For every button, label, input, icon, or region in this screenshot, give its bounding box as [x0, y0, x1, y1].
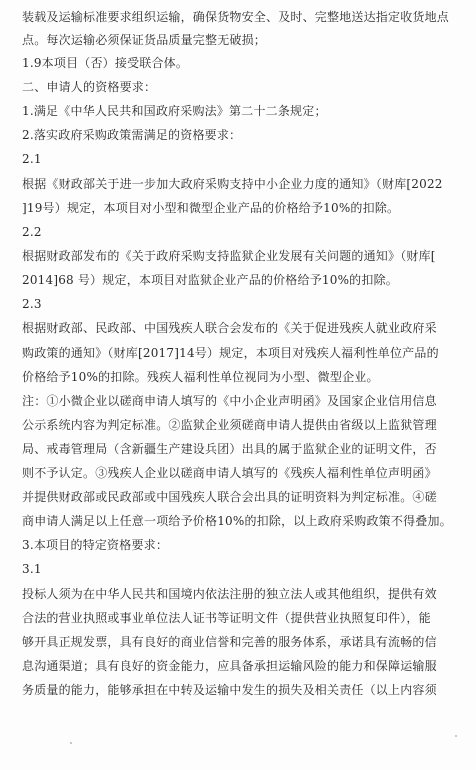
subsection-number: 2.3	[22, 297, 42, 311]
text-line: 够开具正规发票，具有良好的商业信誉和完善的服务体系，承诺具有流畅的信	[22, 635, 437, 649]
section-heading: 二、申请人的资格要求：	[22, 80, 157, 94]
scan-speck	[70, 742, 72, 744]
text-line: 投标人须为在中华人民共和国境内依法注册的独立法人或其他组织，提供有效	[22, 587, 437, 601]
text-line: 根据财政部、民政部、中国残疾人联合会发布的《关于促进残疾人就业政府采	[22, 321, 437, 335]
note-line: 则不予认定。③残疾人企业以磋商申请人填写的《残疾人福利性单位声明函》	[22, 466, 437, 480]
subsection-number: 2.1	[22, 152, 42, 166]
text-line: 1.满足《中华人民共和国政府采购法》第二十二条规定；	[22, 104, 327, 118]
text-line: 点。每次运输必须保证货品质量完整无破损；	[22, 33, 267, 47]
text-line: 根据《财政部关于进一步加大政府采购支持中小企业力度的通知》（财库[2022	[22, 177, 443, 191]
text-line: 务质量的能力，能够承担在中转及运输中发生的损失及相关责任（以上内容须	[22, 683, 437, 697]
text-line: 购政策的通知》（财库[2017]14号）规定，本项目对残疾人福利性单位产品的	[22, 346, 439, 360]
note-line: 公示系统内容为判定标准。②监狱企业须磋商申请人提供由省级以上监狱管理	[22, 418, 437, 432]
text-line: 根据财政部发布的《关于政府采购支持监狱企业发展有关问题的通知》（财库[	[22, 249, 436, 263]
subsection-number: 3.1	[22, 562, 42, 576]
section-heading: 3.本项目的特定资格要求：	[22, 538, 169, 552]
text-line: 息沟通渠道；具有良好的资金能力，应具备承担运输风险的能力和保障运输服	[22, 659, 437, 673]
text-line: 合法的营业执照或事业单位法人证书等证明文件（提供营业执照复印件），能	[22, 611, 431, 625]
text-line: 1.9本项目（否）接受联合体。	[22, 56, 189, 70]
note-line: 商申请人满足以上任意一项给予价格10%的扣除，以上政府采购政策不得叠加。	[22, 514, 452, 528]
note-line: 并提供财政部或民政部或中国残疾人联合会出具的证明资料为判定标准。④磋	[22, 490, 437, 504]
text-line: 装载及运输标准要求组织运输，确保货物安全、及时、完整地送达指定收货地点	[22, 10, 450, 24]
text-line: 价格给予10%的扣除。残疾人福利性单位视同为小型、微型企业。	[22, 370, 379, 384]
text-line: 2.落实政府采购政策需满足的资格要求：	[22, 128, 242, 142]
subsection-number: 2.2	[22, 225, 42, 239]
note-line: 注：①小微企业以磋商申请人填写的《中小企业声明函》及国家企业信用信息	[22, 394, 437, 408]
text-line: 2014]68 号）规定，本项目对监狱企业产品的价格给予10%的扣除。	[22, 273, 398, 287]
scan-speck	[455, 735, 457, 737]
note-line: 局、戒毒管理局（含新疆生产建设兵团）出具的属于监狱企业的证明文件，否	[22, 442, 437, 456]
text-line: ]19号）规定，本项目对小型和微型企业产品的价格给予10%的扣除。	[22, 201, 400, 215]
